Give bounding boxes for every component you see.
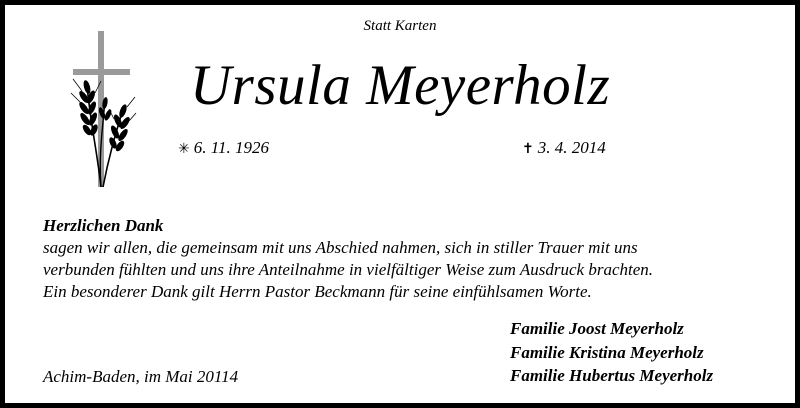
death-date-line — [522, 138, 606, 158]
family-signatures — [510, 317, 713, 388]
birth-date: 6. 11. 1926 — [193, 138, 269, 157]
message-line: verbunden fühlten und uns ihre Anteilnahme in vielfältiger Weise zum Ausdruck brachten. — [43, 260, 654, 279]
cross-with-wheat-icon — [65, 31, 137, 187]
message-line: sagen wir allen, die gemeinsam mit uns Abschied nahmen, sich in stiller Trauer mit uns — [43, 238, 638, 257]
family-name: Familie Hubertus Meyerholz — [510, 366, 714, 385]
message-heading: Herzlichen Dank — [43, 216, 164, 235]
deceased-name: Ursula Meyerholz — [190, 54, 611, 117]
death-date: 3. 4. 2014 — [537, 138, 606, 157]
birth-star-icon: ✳ — [178, 141, 190, 157]
message-line: Ein besonderer Dank gilt Herrn Pastor Beckmann für seine einfühlsamen Worte. — [43, 282, 592, 301]
place-date: Achim-Baden, im Mai 20114 — [43, 367, 239, 386]
family-name: Familie Joost Meyerholz — [510, 319, 684, 338]
death-cross-icon: ✝ — [522, 141, 534, 157]
thank-you-message — [43, 215, 653, 303]
header-note: Statt Karten — [363, 18, 437, 34]
birth-date-line — [178, 138, 269, 158]
family-name: Familie Kristina Meyerholz — [510, 342, 704, 362]
